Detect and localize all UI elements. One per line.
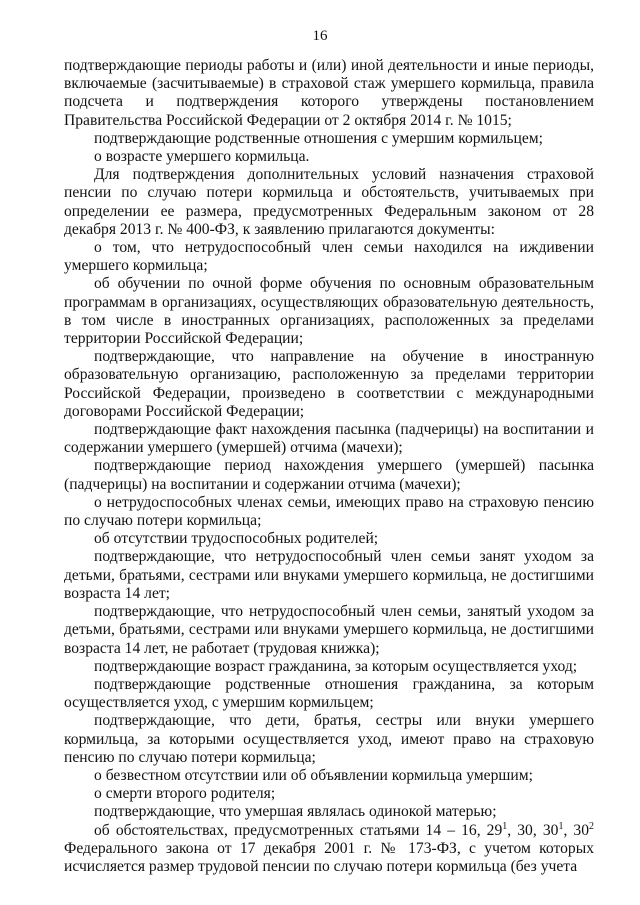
paragraph-text: об обстоятельствах, предусмотренных статьями 14 – 16, 29 <box>94 821 503 839</box>
paragraph-text: Федерального закона от 17 декабря 2001 г. № 173-ФЗ, с учетом которых исчисляется размер трудовой пенсии по случаю потери кормильца (без учета <box>64 839 594 875</box>
paragraph: о возрасте умершего кормильца. <box>94 148 310 166</box>
paragraph: подтверждающие, что умершая являлась одинокой матерью; <box>94 803 497 821</box>
document-body <box>64 57 594 876</box>
paragraph-text: , 30 <box>563 821 590 839</box>
paragraph-last <box>64 822 594 877</box>
paragraph: о нетрудоспособных членах семьи, имеющих право на страховую пенсию по случаю потери кормильца; <box>64 493 594 530</box>
paragraph: подтверждающие, что дети, братья, сестры или внуки умершего кормильца, за которыми осуществляется уход, имеют право на страховую пенсию по случаю потери кормильца; <box>64 712 594 766</box>
paragraph: о безвестном отсутствии или об объявлении кормильца умершим; <box>94 766 533 784</box>
paragraph: об отсутствии трудоспособных родителей; <box>94 530 379 548</box>
paragraph: подтверждающие период нахождения умершего (умершей) пасынка (падчерицы) на воспитании и содержании отчима (мачехи); <box>64 457 594 493</box>
page-number: 16 <box>312 28 328 44</box>
paragraph: подтверждающие, что нетрудоспособный член семьи, занятый уходом за детьми, братьями, сестрами или внуками умершего кормильца, не достигшими возраста 14 лет, не работает (трудовая книжка); <box>64 603 594 657</box>
paragraph: подтверждающие родственные отношения с умершим кормильцем; <box>94 129 543 147</box>
superscript: 2 <box>589 820 595 832</box>
paragraph: подтверждающие возраст гражданина, за которым осуществляется уход; <box>94 657 578 675</box>
paragraph-text: , 30, 30 <box>507 821 559 839</box>
paragraph: подтверждающие периоды работы и (или) иной деятельности и иные периоды, включаемые (засчитываемые) в страховой стаж умершего кормильца, правила подсчета и подтверждения которого утверждены постановлением Правительства Российской Федерации от 2 октября 2014 г. № 1015; <box>64 57 594 129</box>
paragraph: об обучении по очной форме обучения по основным образовательным программам в организациях, осуществляющих образовательную деятельность, в том числе в иностранных организациях, расположенных за пределами территории Российской Федерации; <box>64 275 594 348</box>
paragraph: подтверждающие, что нетрудоспособный член семьи занят уходом за детьми, братьями, сестрами или внуками умершего кормильца, не достигшими возраста 14 лет; <box>64 548 594 602</box>
paragraph: о смерти второго родителя; <box>94 785 276 803</box>
paragraph: Для подтверждения дополнительных условий назначения страховой пенсии по случаю потери кормильца и обстоятельств, учитываемых при определении ее размера, предусмотренных Федеральным законом от 28 декабря 2013 г. № 400-ФЗ, к заявлению прилагаются документы: <box>64 166 594 238</box>
paragraph: подтверждающие родственные отношения гражданина, за которым осуществляется уход, с умершим кормильцем; <box>64 675 594 712</box>
paragraph: подтверждающие, что направление на обучение в иностранную образовательную организацию, расположенную за пределами территории Российской Федерации, произведено в соответствии с международными договорами Российской Федерации; <box>64 348 594 420</box>
paragraph: о том, что нетрудоспособный член семьи находился на иждивении умершего кормильца; <box>64 239 594 275</box>
superscript: 1 <box>502 820 508 832</box>
superscript: 1 <box>558 820 564 832</box>
paragraph: подтверждающие факт нахождения пасынка (падчерицы) на воспитании и содержании умершего (умершей) отчима (мачехи); <box>64 421 594 457</box>
